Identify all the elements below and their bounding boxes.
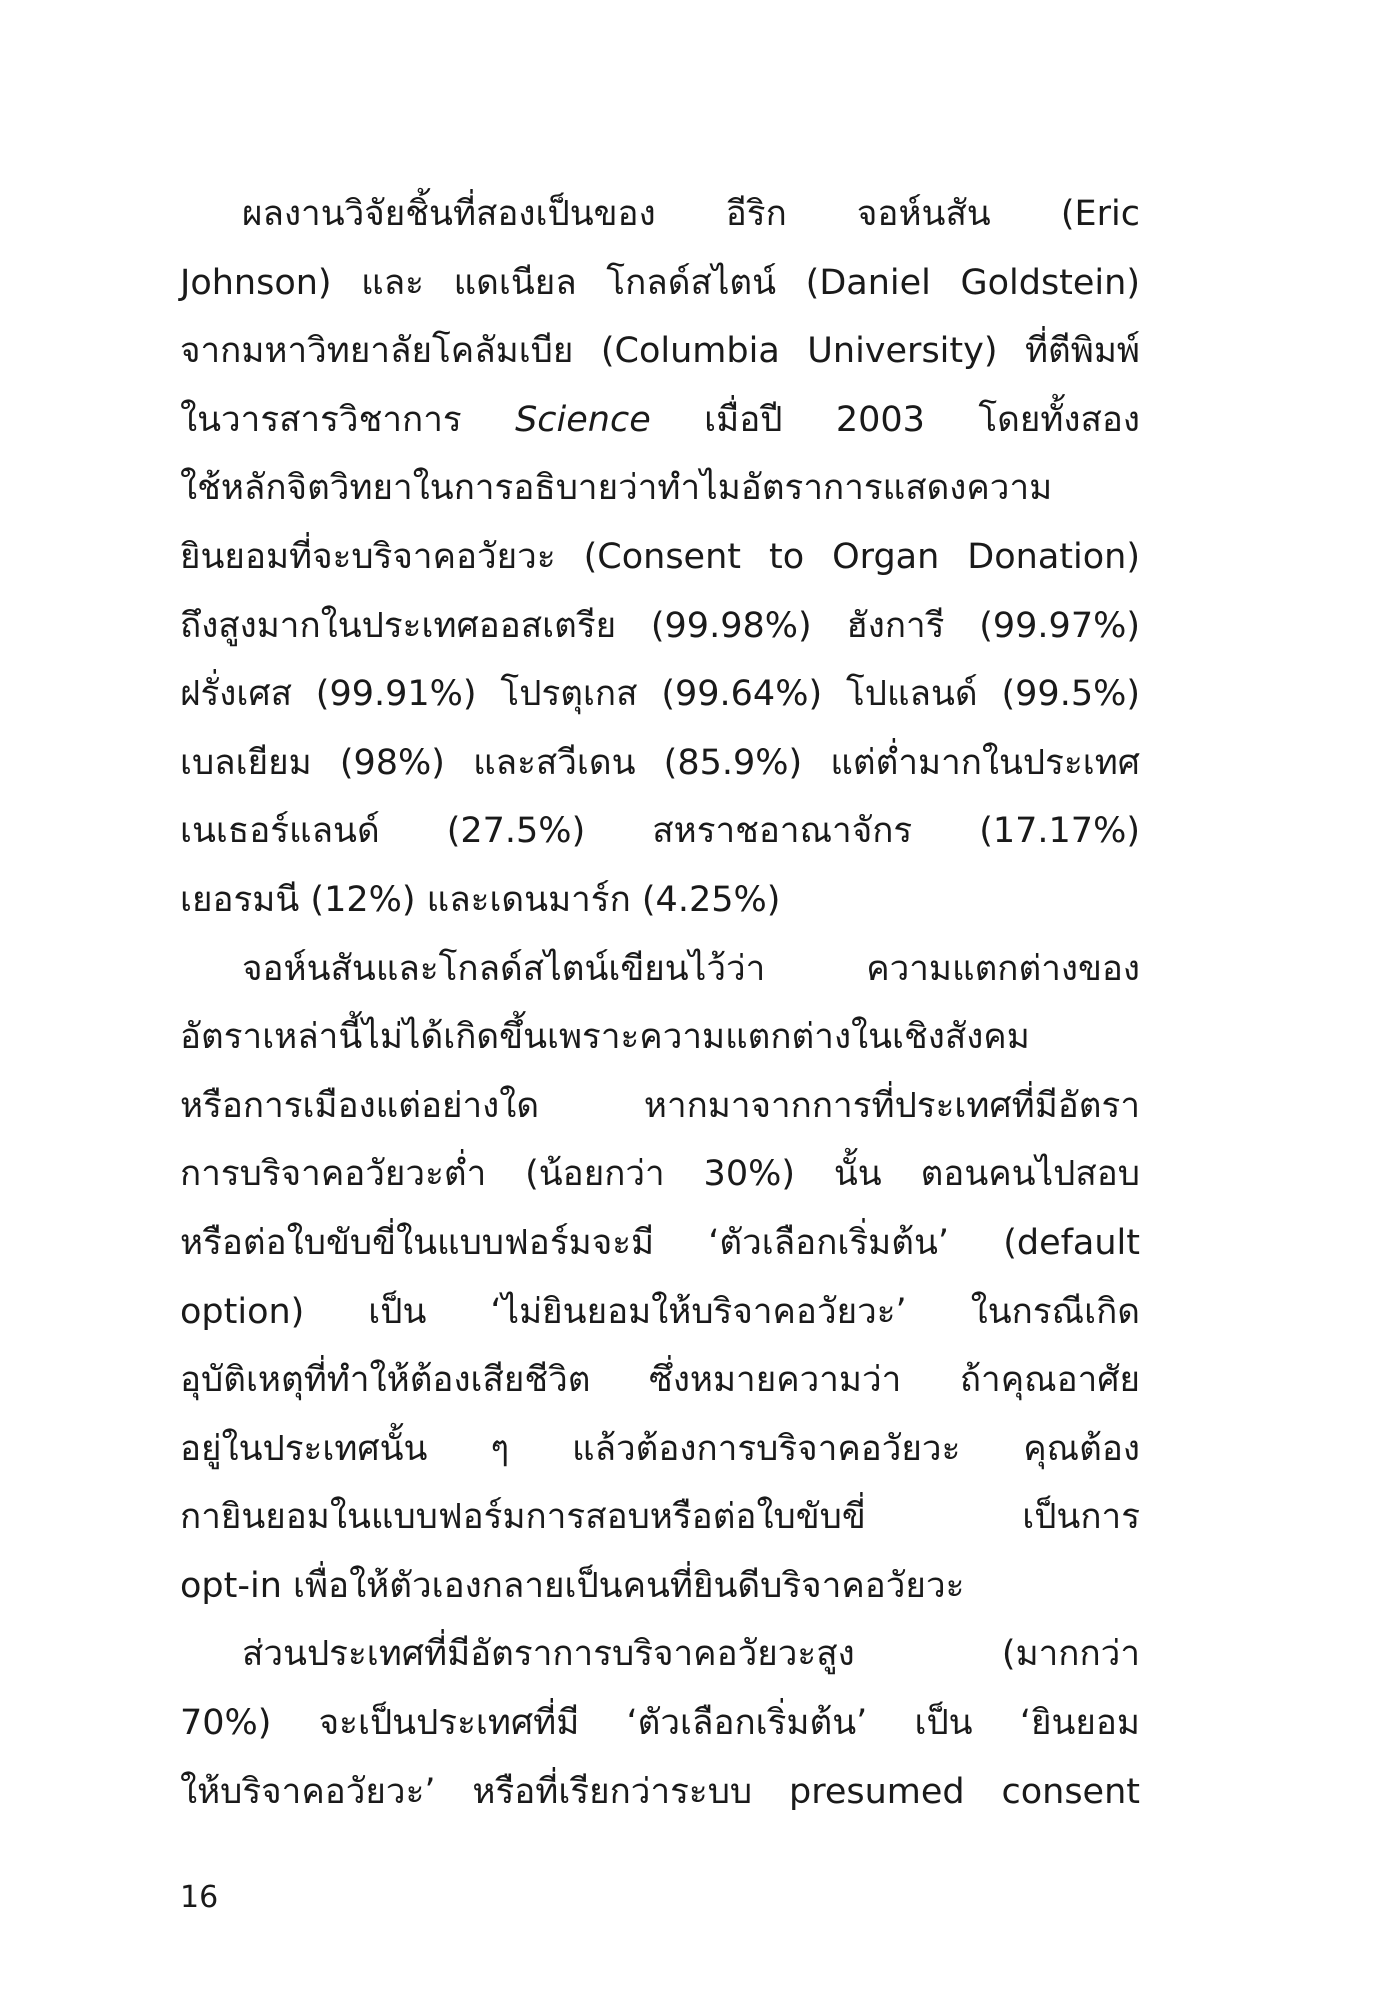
paragraph-2-line-6: option) เป็น ‘ไม่ยินยอมให้บริจาคอวัยวะ’ ในกรณีเกิด [180,1291,1140,1332]
paragraph-2-line-7: อุบัติเหตุที่ทำให้ต้องเสียชีวิต ซึ่งหมายความว่า ถ้าคุณอาศัย [180,1360,1140,1401]
paragraph-2-line-5: หรือต่อใบขับขี่ในแบบฟอร์มจะมี ‘ตัวเลือกเริ่มต้น’ (default [180,1222,1140,1263]
paragraph-2-line-8: อยู่ในประเทศนั้น ๆ แล้วต้องการบริจาคอวัยวะ คุณต้อง [180,1428,1140,1469]
paragraph-2-line-2: อัตราเหล่านี้ไม่ได้เกิดขึ้นเพราะความแตกต่างในเชิงสังคม [180,1017,1030,1058]
paragraph-1-line-1: ผลงานวิจัยชิ้นที่สองเป็นของ อีริก จอห์นสัน (Eric [242,194,1140,234]
paragraph-1-line-5: ใช้หลักจิตวิทยาในการอธิบายว่าทำไมอัตราการแสดงความ [180,468,1053,509]
paragraph-1-line-6: ยินยอมที่จะบริจาคอวัยวะ (Consent to Organ Donation) [180,536,1140,577]
paragraph-3-line-3: ให้บริจาคอวัยวะ’ หรือที่เรียกว่าระบบ presumed consent [180,1771,1140,1812]
paragraph-1-line-7: ถึงสูงมากในประเทศออสเตรีย (99.98%) ฮังการี (99.97%) [180,605,1140,646]
paragraph-3-line-2: 70%) จะเป็นประเทศที่มี ‘ตัวเลือกเริ่มต้น’ เป็น ‘ยินยอม [180,1703,1140,1744]
paragraph-1-line-11: เยอรมนี (12%) และเดนมาร์ก (4.25%) [180,879,781,920]
page-number: 16 [180,1880,219,1915]
body-text [180,180,1140,1826]
paragraph-1-line-8: ฝรั่งเศส (99.91%) โปรตุเกส (99.64%) โปแลนด์ (99.5%) [180,674,1140,715]
paragraph-2-line-1: จอห์นสันและโกลด์สไตน์เขียนไว้ว่า ความแตกต่างของ [242,948,1140,989]
paragraph-1-line-3: จากมหาวิทยาลัยโคลัมเบีย (Columbia University) ที่ตีพิมพ์ [180,331,1140,372]
paragraph-1-line-4-part-1: ในวารสารวิชาการ [180,399,516,440]
paragraph-1-line-4 [180,386,1140,455]
journal-title: Science [515,399,651,440]
paragraph-1-line-4-part-3: เมื่อปี 2003 โดยทั้งสอง [650,399,1140,440]
paragraph-2-line-4: การบริจาคอวัยวะต่ำ (น้อยกว่า 30%) นั้น ตอนคนไปสอบ [180,1154,1140,1195]
paragraph-2-line-3: หรือการเมืองแต่อย่างใด หากมาจากการที่ประเทศที่มีอัตรา [180,1085,1140,1126]
paragraph-2-line-10: opt-in เพื่อให้ตัวเองกลายเป็นคนที่ยินดีบริจาคอวัยวะ [180,1565,965,1606]
paragraph-2-line-9: กายินยอมในแบบฟอร์มการสอบหรือต่อใบขับขี่ เป็นการ [180,1497,1140,1538]
paragraph-1-line-10: เนเธอร์แลนด์ (27.5%) สหราชอาณาจักร (17.17%) [180,811,1140,852]
paragraph-3-line-1: ส่วนประเทศที่มีอัตราการบริจาคอวัยวะสูง (มากกว่า [242,1634,1140,1675]
paragraph-1-line-9: เบลเยียม (98%) และสวีเดน (85.9%) แต่ต่ำมากในประเทศ [180,742,1140,783]
paragraph-1-line-2: Johnson) และ แดเนียล โกลด์สไตน์ (Daniel Goldstein) [180,262,1140,303]
